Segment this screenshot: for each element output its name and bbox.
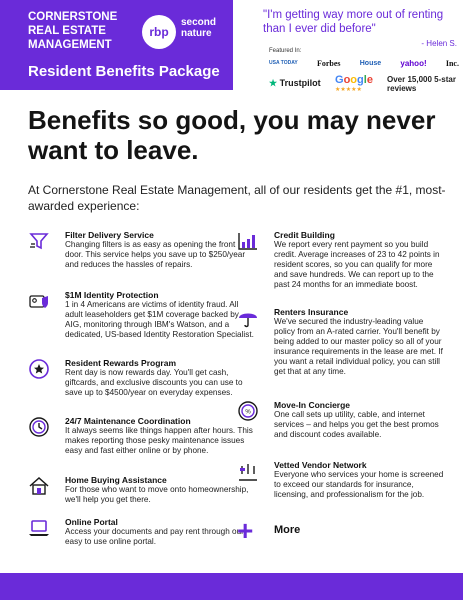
benefit-title: Resident Rewards Program — [65, 358, 177, 368]
benefit-description: For those who want to move onto homeownership, we'll help you get there. — [65, 485, 249, 504]
testimonial-panel — [233, 0, 463, 100]
benefit-title: 24/7 Maintenance Coordination — [65, 416, 191, 426]
benefit-title: Vetted Vendor Network — [274, 460, 367, 470]
press-logo-forbes: Forbes — [316, 58, 341, 68]
more-label: More — [274, 524, 301, 536]
review-badges — [269, 74, 459, 94]
benefit-title: $1M Identity Protection — [65, 290, 159, 300]
company-name: CORNERSTONE REAL ESTATE MANAGEMENT — [28, 11, 118, 51]
house-icon — [28, 475, 50, 497]
benefit-title: Move-In Concierge — [274, 400, 351, 410]
testimonial-author: - Helen S. — [421, 39, 457, 48]
umbrella-icon — [237, 307, 259, 329]
benefit-description: One call sets up utility, cable, and internet services – and helps you get the best promos and discount codes available. — [274, 410, 439, 439]
id-shield-icon — [28, 290, 50, 312]
benefit-description: Everyone who services your home is screened to exceed our standards for insurance, licensing, and professionalism for the job. — [274, 470, 444, 499]
more-benefits — [237, 515, 357, 546]
star-icon: ★ — [269, 78, 278, 88]
plus-icon: + — [237, 515, 254, 546]
intro-text: At Cornerstone Real Estate Management, all of our residents get the #1, most-awarded experience: — [28, 183, 446, 213]
press-logo-usatoday: USA TODAY — [269, 60, 298, 66]
google-logo: Google — [335, 74, 373, 86]
benefit-description: We've secured the industry-leading value policy from an A-rated carrier. You'll benefit by being added to our master policy so all of your insurance requirements in the lease are met. If you want a retail individual policy, you can still get that at any time. — [274, 317, 443, 376]
testimonial-quote: "I'm getting way more out of renting than I ever did before" — [263, 9, 444, 35]
benefit-title: Online Portal — [65, 517, 118, 527]
benefit-title: Credit Building — [274, 230, 335, 240]
benefit-description: We report every rent payment so you build credit. Average increases of 23 to 42 points in resident scores, so you can qualify for more and save hundreds. We can report up to the past 24 months for an immediate boost. — [274, 240, 440, 289]
page-headline: Benefits so good, you may never want to leave. — [28, 105, 436, 165]
svg-text:%: % — [245, 409, 251, 416]
concierge-icon — [237, 400, 259, 422]
press-logos — [269, 57, 459, 69]
filter-icon — [28, 230, 50, 252]
vendor-icon — [237, 460, 259, 482]
partner-logo: second nature — [181, 17, 217, 39]
package-title: Resident Benefits Package — [28, 63, 220, 80]
rbp-logo: rbp — [142, 15, 176, 49]
press-logo-inc: Inc. — [445, 58, 459, 68]
benefit-description: It always seems like things happen after hours. This makes reporting those pesky maintenance issues easy and fast either online or by phone. — [65, 426, 253, 455]
benefit-description: Rent day is now rewards day. You'll get cash, giftcards, and exclusive discounts you can use to save up to $4500/year on everyday expenses. — [65, 368, 243, 397]
benefit-title: Home Buying Assistance — [65, 475, 167, 485]
benefit-description: 1 in 4 Americans are victims of identity fraud. All adult leaseholders get $1M coverage backed by AIG, monitoring through IBM's Watson, and a dedicated, US-based Identity Restoration Specialist. — [65, 300, 254, 339]
press-logo-yahoo: yahoo! — [400, 58, 427, 68]
benefit-description: Access your documents and pay rent through our easy to use online portal. — [65, 527, 244, 546]
reviews-count: Over 15,000 5-star reviews — [387, 75, 456, 93]
rating-stars-icon: ★★★★★ — [335, 87, 362, 93]
press-logo-house: House — [359, 59, 382, 67]
benefit-description: Changing filters is as easy as opening the front door. This service helps you save up to $250/year and reduces the hassles of repairs. — [65, 240, 246, 269]
benefit-title: Renters Insurance — [274, 307, 349, 317]
featured-label: Featured In: — [269, 48, 302, 54]
laptop-icon — [28, 517, 50, 539]
benefit-title: Filter Delivery Service — [65, 230, 154, 240]
trustpilot-logo: ★ Trustpilot — [269, 78, 321, 88]
chart-icon — [237, 230, 259, 252]
clock-icon — [28, 416, 50, 438]
rewards-icon — [28, 358, 50, 380]
header-banner — [0, 0, 233, 90]
footer-band — [0, 573, 463, 600]
